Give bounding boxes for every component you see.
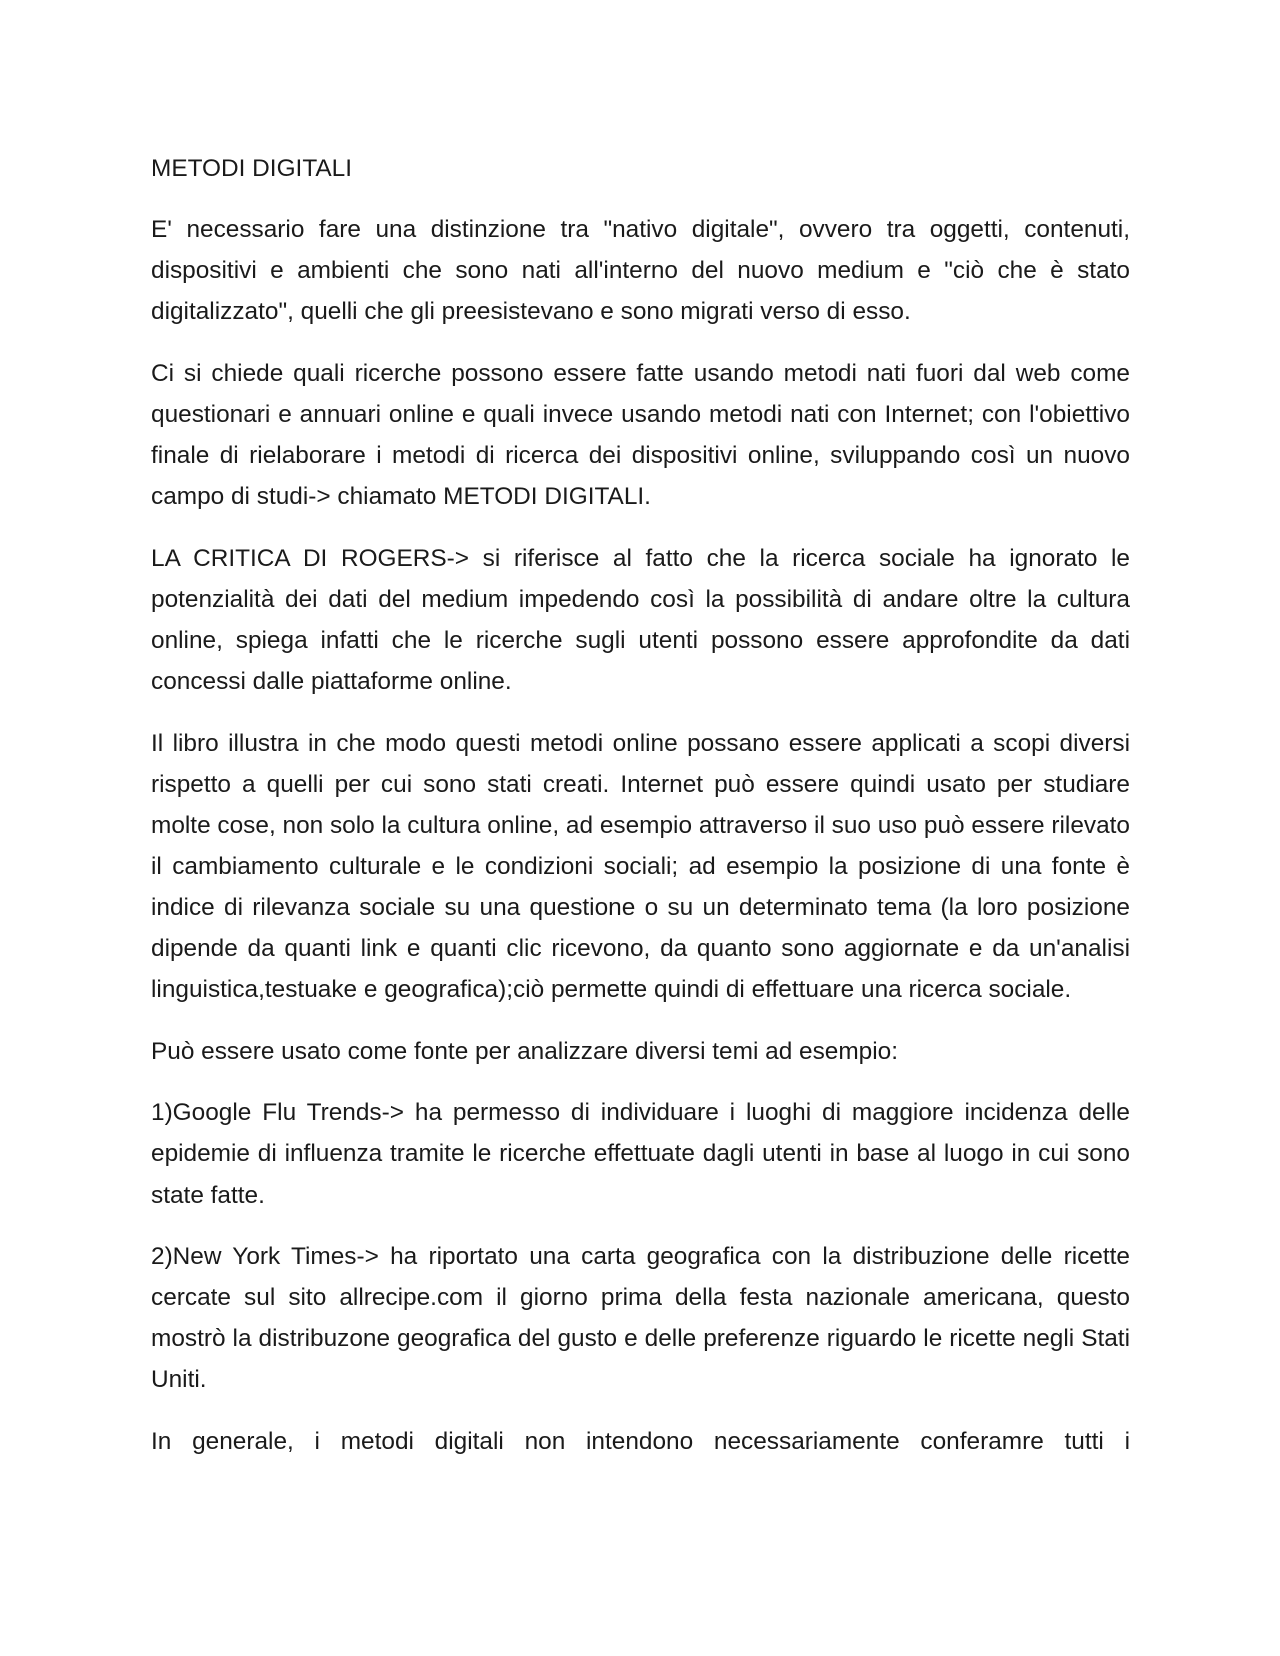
- paragraph-research-methods: Ci si chiede quali ricerche possono essere fatte usando metodi nati fuori dal web come questionari e annuari online e quali invece usando metodi nati con Internet; con l'obiettivo finale di rielaborare i metodi di ricerca dei dispositivi online, sviluppando così un nuovo campo di studi-> chiamato METODI DIGITALI.: [151, 359, 1130, 511]
- paragraph-book-overview: Il libro illustra in che modo questi metodi online possano essere applicati a scopi diversi rispetto a quelli per cui sono stati creati. Internet può essere quindi usato per studiare molte cose, non solo la cultura online, ad esempio attraverso il suo uso può essere rilevato il cambiamento culturale e le condizioni sociali; ad esempio la posizione di una fonte è indice di rilevanza sociale su una questione o su un determinato tema (la loro posizione dipende da quanti link e quanti clic ricevono, da quanto sono aggiornate e da un'analisi linguistica,testuake e geografica);ciò permette quindi di effettuare una ricerca sociale.: [151, 729, 1130, 1004]
- document-body: [151, 148, 1130, 1483]
- document-title: METODI DIGITALI: [151, 155, 353, 182]
- paragraph-conclusion: In generale, i metodi digitali non intendono necessariamente conferamre tutti i: [151, 1428, 1130, 1456]
- paragraph-native-digital: E' necessario fare una distinzione tra "nativo digitale", ovvero tra oggetti, contenuti, dispositivi e ambienti che sono nati all'interno del nuovo medium e "ciò che è stato digitalizzato", quelli che gli preesistevano e sono migrati verso di esso.: [151, 216, 1130, 326]
- paragraph-examples-intro: Può essere usato come fonte per analizzare diversi temi ad esempio:: [151, 1037, 899, 1065]
- paragraph-google-flu-trends: 1)Google Flu Trends-> ha permesso di individuare i luoghi di maggiore incidenza delle epidemie di influenza tramite le ricerche effettuate dagli utenti in base al luogo in cui sono state fatte.: [151, 1099, 1130, 1209]
- paragraph-rogers-critique: LA CRITICA DI ROGERS-> si riferisce al fatto che la ricerca sociale ha ignorato le potenzialità dei dati del medium impedendo così la possibilità di andare oltre la cultura online, spiega infatti che le ricerche sugli utenti possono essere approfondite da dati concessi dalle piattaforme online.: [151, 544, 1130, 696]
- paragraph-new-york-times: 2)New York Times-> ha riportato una carta geografica con la distribuzione delle ricette cercate sul sito allrecipe.com il giorno prima della festa nazionale americana, questo mostrò la distribuzone geografica del gusto e delle preferenze riguardo le ricette negli Stati Uniti.: [151, 1243, 1130, 1394]
